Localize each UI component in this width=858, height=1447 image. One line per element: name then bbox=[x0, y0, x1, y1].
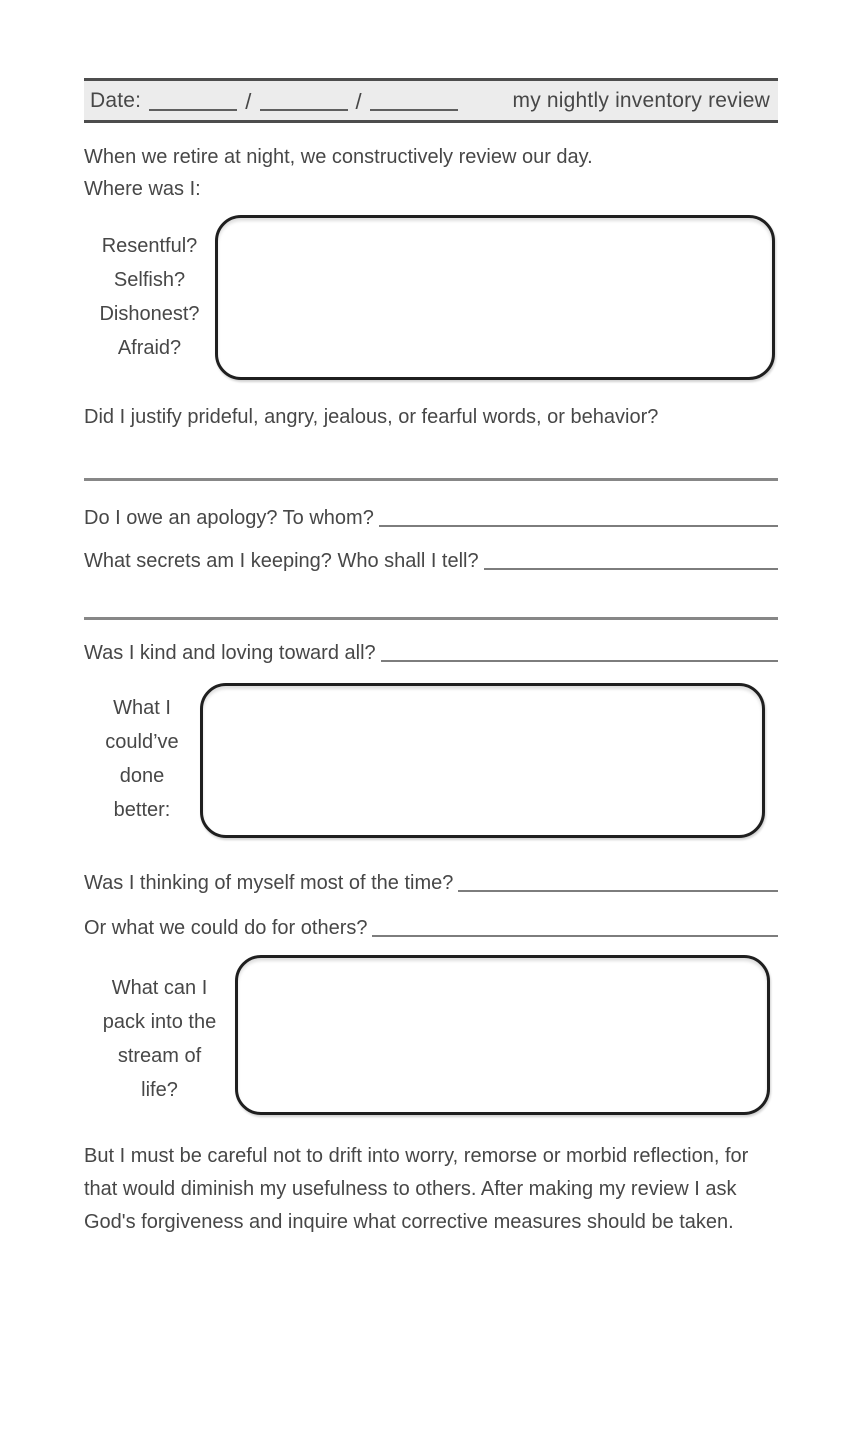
label-done: done bbox=[119, 765, 165, 787]
box1-labels bbox=[84, 215, 215, 380]
answer-line-secrets-continued[interactable] bbox=[84, 617, 778, 620]
stream-of-life-section bbox=[84, 955, 770, 1115]
label-couldve: could’ve bbox=[105, 731, 179, 753]
inventory-feelings-section bbox=[84, 215, 775, 380]
page-title: my nightly inventory review bbox=[512, 88, 770, 112]
done-better-writing-box[interactable] bbox=[200, 683, 765, 838]
label-selfish: Selfish? bbox=[113, 269, 186, 291]
label-better: better: bbox=[113, 799, 171, 821]
stream-of-life-writing-box[interactable] bbox=[235, 955, 770, 1115]
answer-line-thinking[interactable] bbox=[458, 890, 778, 892]
answer-line-justify[interactable] bbox=[84, 478, 778, 481]
date-separator: / bbox=[355, 88, 362, 114]
worksheet-page bbox=[0, 78, 858, 1447]
date-label: Date: bbox=[90, 88, 142, 112]
answer-line-kind[interactable] bbox=[381, 660, 778, 662]
intro-text bbox=[84, 141, 778, 205]
box3-labels bbox=[84, 955, 235, 1115]
label-afraid: Afraid? bbox=[117, 337, 182, 359]
answer-line-others[interactable] bbox=[372, 935, 778, 937]
question-kind: Was I kind and loving toward all? bbox=[84, 642, 376, 664]
answer-line-secrets[interactable] bbox=[484, 568, 778, 570]
label-life: life? bbox=[141, 1079, 178, 1101]
label-what-i: What I bbox=[113, 697, 171, 719]
header-bar bbox=[84, 78, 778, 123]
feelings-writing-box[interactable] bbox=[215, 215, 775, 380]
question-justify: Did I justify prideful, angry, jealous, or fearful words, or behavior? bbox=[84, 406, 659, 428]
answer-line-apology[interactable] bbox=[379, 525, 778, 527]
label-what-can-i: What can I bbox=[111, 977, 208, 999]
question-others: Or what we could do for others? bbox=[84, 917, 368, 939]
question-thinking: Was I thinking of myself most of the time? bbox=[84, 872, 454, 894]
intro-line-2: Where was I: bbox=[84, 178, 201, 200]
label-stream-of: stream of bbox=[117, 1045, 202, 1067]
box2-labels bbox=[84, 683, 200, 838]
done-better-section bbox=[84, 683, 765, 838]
label-dishonest: Dishonest? bbox=[99, 303, 200, 325]
label-pack-into-the: pack into the bbox=[102, 1011, 217, 1033]
question-secrets: What secrets am I keeping? Who shall I tell? bbox=[84, 550, 479, 572]
date-separator: / bbox=[245, 88, 252, 114]
intro-line-1: When we retire at night, we constructively review our day. bbox=[84, 146, 593, 168]
closing-paragraph: But I must be careful not to drift into worry, remorse or morbid reflection, for that would diminish my usefulness to others. After making my review I ask God's forgiveness and inquire what corrective measures should be taken. bbox=[84, 1145, 749, 1233]
label-resentful: Resentful? bbox=[101, 235, 198, 257]
date-field-month[interactable] bbox=[149, 109, 237, 111]
question-apology: Do I owe an apology? To whom? bbox=[84, 507, 374, 529]
date-field-year[interactable] bbox=[370, 109, 458, 111]
date-field-day[interactable] bbox=[260, 109, 348, 111]
